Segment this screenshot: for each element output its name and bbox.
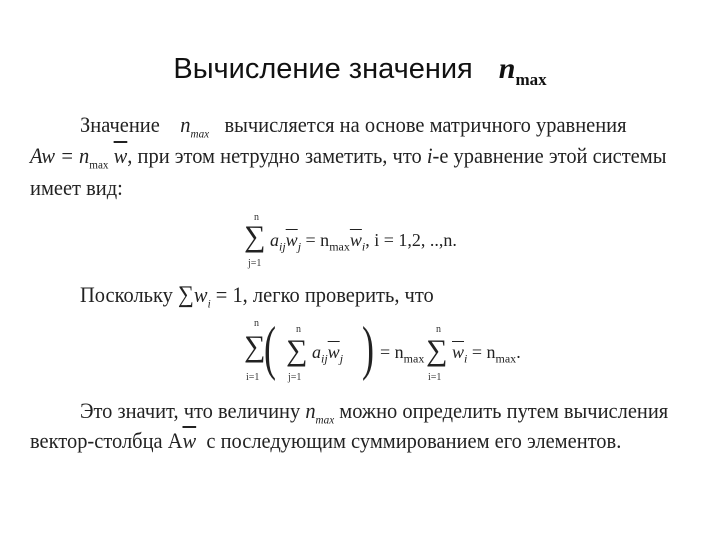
sum-symbol: ∑ xyxy=(244,220,266,253)
outer-sum-symbol: ∑ xyxy=(244,330,266,363)
title-text: Вычисление значения xyxy=(173,53,473,85)
paragraph3-line1: Это значит, что величину $n_{max}$ можно определить путем вычисления xyxy=(80,398,669,427)
sum-symbol-inline: ∑ xyxy=(177,282,194,308)
equation-2: n ∑ i=1 ( n ∑ j=1 $a_{ij}\overline{w}_j$ ) = $n_{max}$ n ∑ i=1 $\overline{w}_i = n_{max}$. xyxy=(244,315,521,383)
equation-1: n ∑ j=1 $a_{ij}\overline{w}_j = n_{max}\overline{w}_i$, i = 1,2, ..,n. xyxy=(244,212,457,269)
paragraph1-line2: $Aw = n_{max}$ $\overline{w}$, при этом нетрудно заметить, что i-е уравнение этой системы xyxy=(30,143,667,172)
paragraph2: Поскольку $\sum w_i = 1$, легко проверить, что xyxy=(80,282,434,311)
inner-sum-symbol: ∑ xyxy=(286,334,308,367)
paragraph1-line1: Значение $n_{max}$ вычисляется на основе матричного уравнения xyxy=(80,112,627,141)
slide-title xyxy=(0,52,720,90)
title-n-max: $n_{max}$ xyxy=(498,52,547,89)
paragraph1-line3: имеет вид: xyxy=(30,175,123,200)
sum-symbol-3: ∑ xyxy=(426,334,448,367)
paragraph3-line2: вектор-столбца $A\overline{w}$ с последующим суммированием его элементов. xyxy=(30,428,622,453)
